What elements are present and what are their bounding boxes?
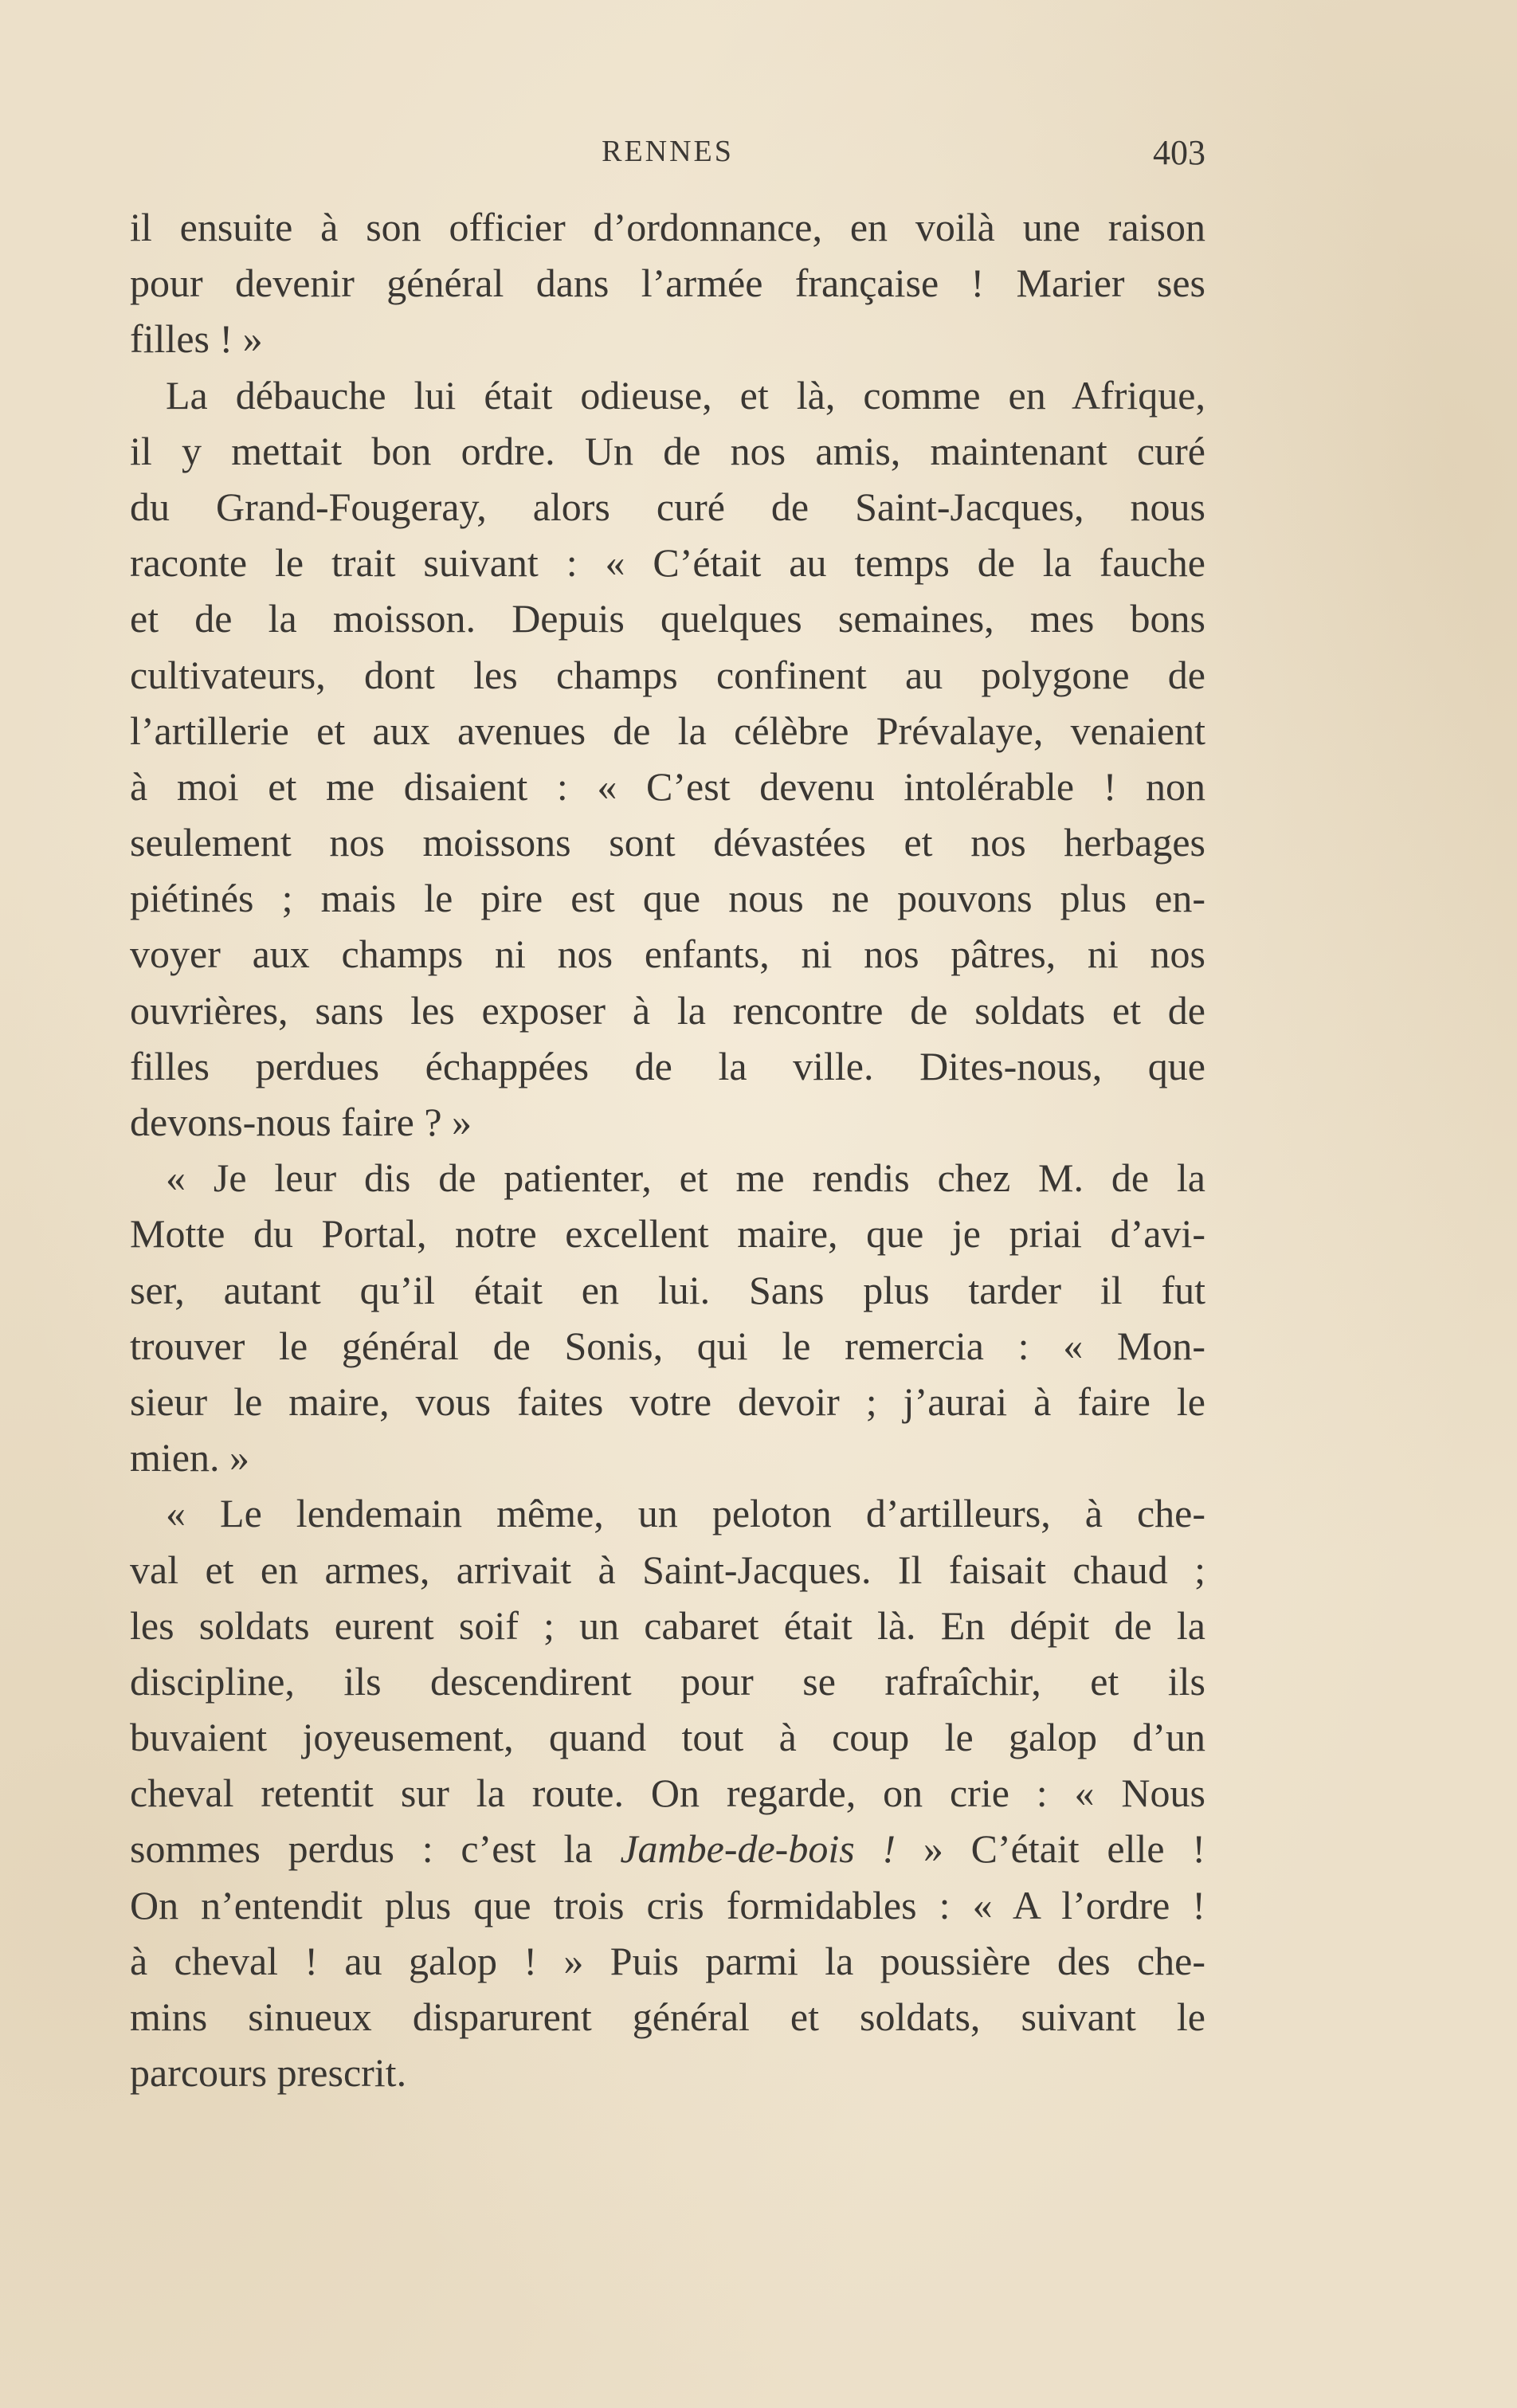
text-line: parcours prescrit.	[130, 2050, 407, 2096]
page-number: 403	[1153, 133, 1205, 172]
text-line: à cheval ! au galop ! » Puis parmi la poussière des che-	[130, 1938, 1205, 1983]
text-line: ser, autant qu’il était en lui. Sans plus tarder il fut	[130, 1267, 1205, 1312]
text-line: mien. »	[130, 1435, 249, 1480]
text-line: « Le lendemain même, un peloton d’artilleurs, à che-	[166, 1491, 1205, 1536]
body-text	[130, 199, 1205, 2100]
text-line: seulement nos moissons sont dévastées et nos herbages	[130, 820, 1205, 865]
text-line: buvaient joyeusement, quand tout à coup le galop d’un	[130, 1715, 1205, 1760]
text-line: val et en armes, arrivait à Saint-Jacques. Il faisait chaud ;	[130, 1547, 1205, 1592]
text-line: filles perdues échappées de la ville. Dites-nous, que	[130, 1043, 1205, 1088]
text-line: mins sinueux disparurent général et soldats, suivant le	[130, 1994, 1205, 2039]
text-line: sieur le maire, vous faites votre devoir ; j’aurai à faire le	[130, 1379, 1205, 1424]
text-line: pour devenir général dans l’armée française ! Marier ses	[130, 261, 1205, 306]
text-line: La débauche lui était odieuse, et là, comme en Afrique,	[166, 372, 1205, 418]
text-segment: sommes perdus : c’est la	[130, 1826, 593, 1872]
text-segment: » C’était elle !	[923, 1826, 1206, 1872]
text-line: « Je leur dis de patienter, et me rendis chez M. de la	[166, 1155, 1205, 1201]
text-line: les soldats eurent soif ; un cabaret était là. En dépit de la	[130, 1602, 1205, 1648]
text-line: à moi et me disaient : « C’est devenu intolérable ! non	[130, 763, 1205, 809]
running-title: RENNES	[602, 135, 734, 168]
text-line: trouver le général de Sonis, qui le remercia : « Mon-	[130, 1323, 1205, 1368]
text-line: ouvrières, sans les exposer à la rencontre de soldats et de	[130, 987, 1205, 1033]
text-line: piétinés ; mais le pire est que nous ne pouvons plus en-	[130, 876, 1205, 921]
text-line: du Grand-Fougeray, alors curé de Saint-Jacques, nous	[130, 484, 1205, 529]
text-line: filles ! »	[130, 316, 263, 362]
text-line: Motte du Portal, notre excellent maire, que je priai d’avi-	[130, 1211, 1205, 1257]
text-line	[130, 1821, 1205, 1877]
text-line: devons-nous faire ? »	[130, 1100, 472, 1144]
text-line: il ensuite à son officier d’ordonnance, en voilà une raison	[130, 205, 1205, 249]
text-line: cultivateurs, dont les champs confinent au polygone de	[130, 652, 1205, 697]
text-line: voyer aux champs ni nos enfants, ni nos pâtres, ni nos	[130, 931, 1205, 977]
text-line: cheval retentit sur la route. On regarde, on crie : « Nous	[130, 1771, 1205, 1816]
italic-phrase: Jambe-de-bois !	[620, 1826, 896, 1872]
text-line: l’artillerie et aux avenues de la célèbre Prévalaye, venaient	[130, 708, 1205, 753]
text-line: On n’entendit plus que trois cris formidables : « A l’ordre !	[130, 1882, 1205, 1928]
text-line: raconte le trait suivant : « C’était au temps de la fauche	[130, 540, 1205, 586]
running-head	[130, 127, 1205, 175]
text-line: il y mettait bon ordre. Un de nos amis, maintenant curé	[130, 428, 1205, 473]
text-line: et de la moisson. Depuis quelques semaines, mes bons	[130, 596, 1205, 641]
text-line: discipline, ils descendirent pour se rafraîchir, et ils	[130, 1658, 1205, 1704]
